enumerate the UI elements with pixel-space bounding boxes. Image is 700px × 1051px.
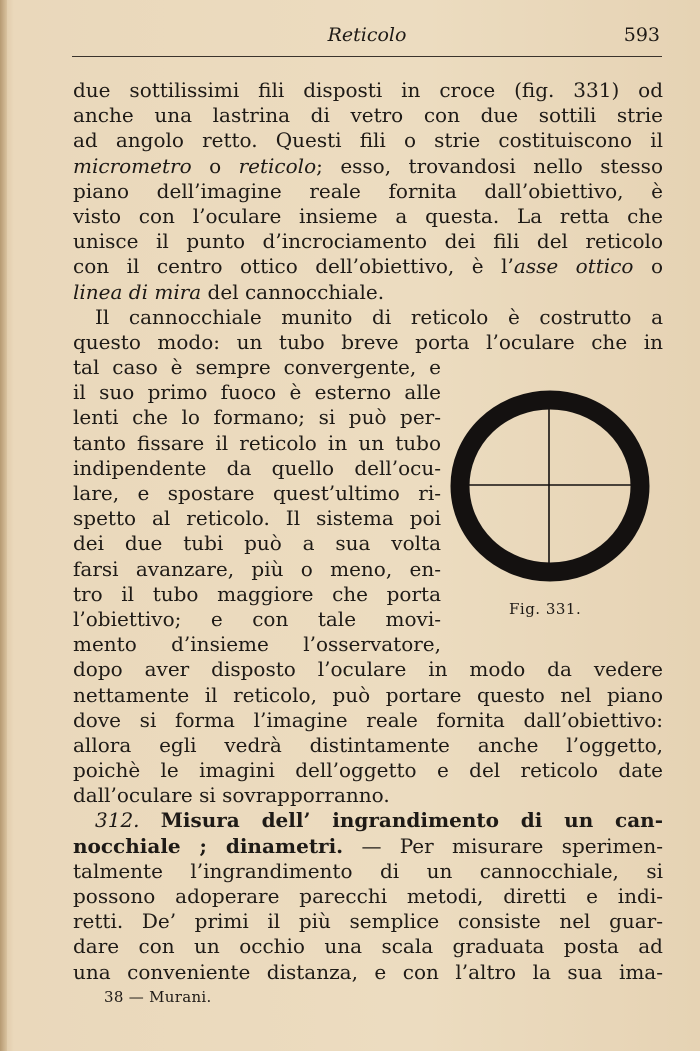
text-line: dall’oculare si sovrapporranno. bbox=[73, 783, 390, 808]
text-line: unisce il punto d’incrociamento dei fili del reticolo bbox=[73, 229, 663, 254]
text-line: anche una lastrina di vetro con due sottili strie bbox=[73, 103, 663, 128]
text-line: dei due tubi può a sua volta bbox=[73, 531, 441, 556]
text-line: ad angolo retto. Questi fili o strie costituiscono il bbox=[73, 128, 663, 153]
text-line: dove si forma l’imagine reale fornita dall’obiettivo: bbox=[73, 707, 663, 732]
text-fragment: ; esso, trovandosi nello stesso bbox=[316, 153, 663, 178]
text-line: possono adoperare parecchi metodi, diretti e indi- bbox=[73, 884, 663, 908]
text-fragment: con il centro ottico dell’obiettivo, è l’ bbox=[73, 254, 514, 279]
text-line: lenti che lo formano; si può per- bbox=[73, 405, 441, 430]
term-reticolo: reticolo bbox=[238, 153, 317, 178]
text-line: retti. De’ primi il più semplice consiste nel guar- bbox=[73, 909, 663, 934]
text-fragment: o bbox=[191, 153, 239, 178]
text-line: visto con l’oculare insieme a questa. La retta che bbox=[73, 203, 663, 228]
section-title-part2: nocchiale ; dinametri. bbox=[73, 833, 344, 858]
reticle-diagram bbox=[449, 388, 651, 584]
text-fragment: o bbox=[633, 254, 663, 279]
text-line: una conveniente distanza, e con l’altro la sua ima- bbox=[73, 959, 663, 984]
running-head bbox=[72, 24, 662, 54]
text-fragment: — Per misurare sperimen- bbox=[343, 833, 663, 858]
text-line: dopo aver disposto l’oculare in modo da vedere bbox=[73, 657, 663, 682]
reticle-ring bbox=[460, 400, 640, 572]
text-line: piano dell’imagine reale fornita dall’obiettivo, è bbox=[73, 178, 663, 203]
text-line: tal caso è sempre convergente, e bbox=[73, 355, 441, 380]
text-line bbox=[73, 254, 663, 279]
term-linea-di-mira: linea di mira bbox=[73, 279, 202, 304]
text-line: mento d’insieme l’osservatore, bbox=[73, 632, 441, 657]
term-micrometro: micrometro bbox=[73, 153, 192, 178]
text-line: farsi avanzare, più o meno, en- bbox=[73, 556, 441, 581]
text-line: indipendente da quello dell’ocu- bbox=[73, 455, 441, 480]
text-line: spetto al reticolo. Il sistema poi bbox=[73, 506, 441, 531]
header-rule bbox=[72, 56, 662, 57]
text-line: allora egli vedrà distintamente anche l’oggetto, bbox=[73, 732, 663, 757]
text-line: lare, e spostare quest’ultimo ri- bbox=[73, 481, 441, 505]
reticle-figure bbox=[449, 388, 651, 584]
section-title-part1: Misura dell’ ingrandimento di un can- bbox=[160, 808, 663, 833]
text-line: questo modo: un tubo breve porta l’oculare che in bbox=[73, 329, 663, 354]
text-line bbox=[73, 280, 663, 305]
figure-caption: Fig. 331. bbox=[509, 600, 582, 618]
text-line: Il cannocchiale munito di reticolo è costrutto a bbox=[95, 304, 663, 329]
text-line bbox=[73, 154, 663, 179]
signature-mark: 38 — Murani. bbox=[104, 988, 212, 1006]
text-line: poichè le imagini dell’oggetto e del reticolo date bbox=[73, 758, 663, 783]
text-line bbox=[73, 834, 663, 859]
text-line: l’obiettivo; e con tale movi- bbox=[73, 606, 441, 631]
text-line: talmente l’ingrandimento di un cannocchiale, si bbox=[73, 858, 663, 883]
text-line: tro il tubo maggiore che porta bbox=[73, 581, 441, 606]
page-number: 593 bbox=[623, 24, 660, 46]
running-title: Reticolo bbox=[327, 24, 407, 46]
section-heading-line bbox=[73, 808, 663, 833]
text-line: il suo primo fuoco è esterno alle bbox=[73, 380, 441, 405]
text-line: nettamente il reticolo, può portare questo nel piano bbox=[73, 682, 663, 707]
text-fragment: del cannocchiale. bbox=[201, 279, 385, 304]
text-line: due sottilissimi fili disposti in croce (fig. 331) od bbox=[73, 78, 663, 102]
term-asse-ottico: asse ottico bbox=[513, 254, 634, 279]
section-number: 312. bbox=[95, 808, 140, 833]
text-line: tanto fissare il reticolo in un tubo bbox=[73, 430, 441, 455]
text-line: dare con un occhio una scala graduata posta ad bbox=[73, 934, 663, 959]
